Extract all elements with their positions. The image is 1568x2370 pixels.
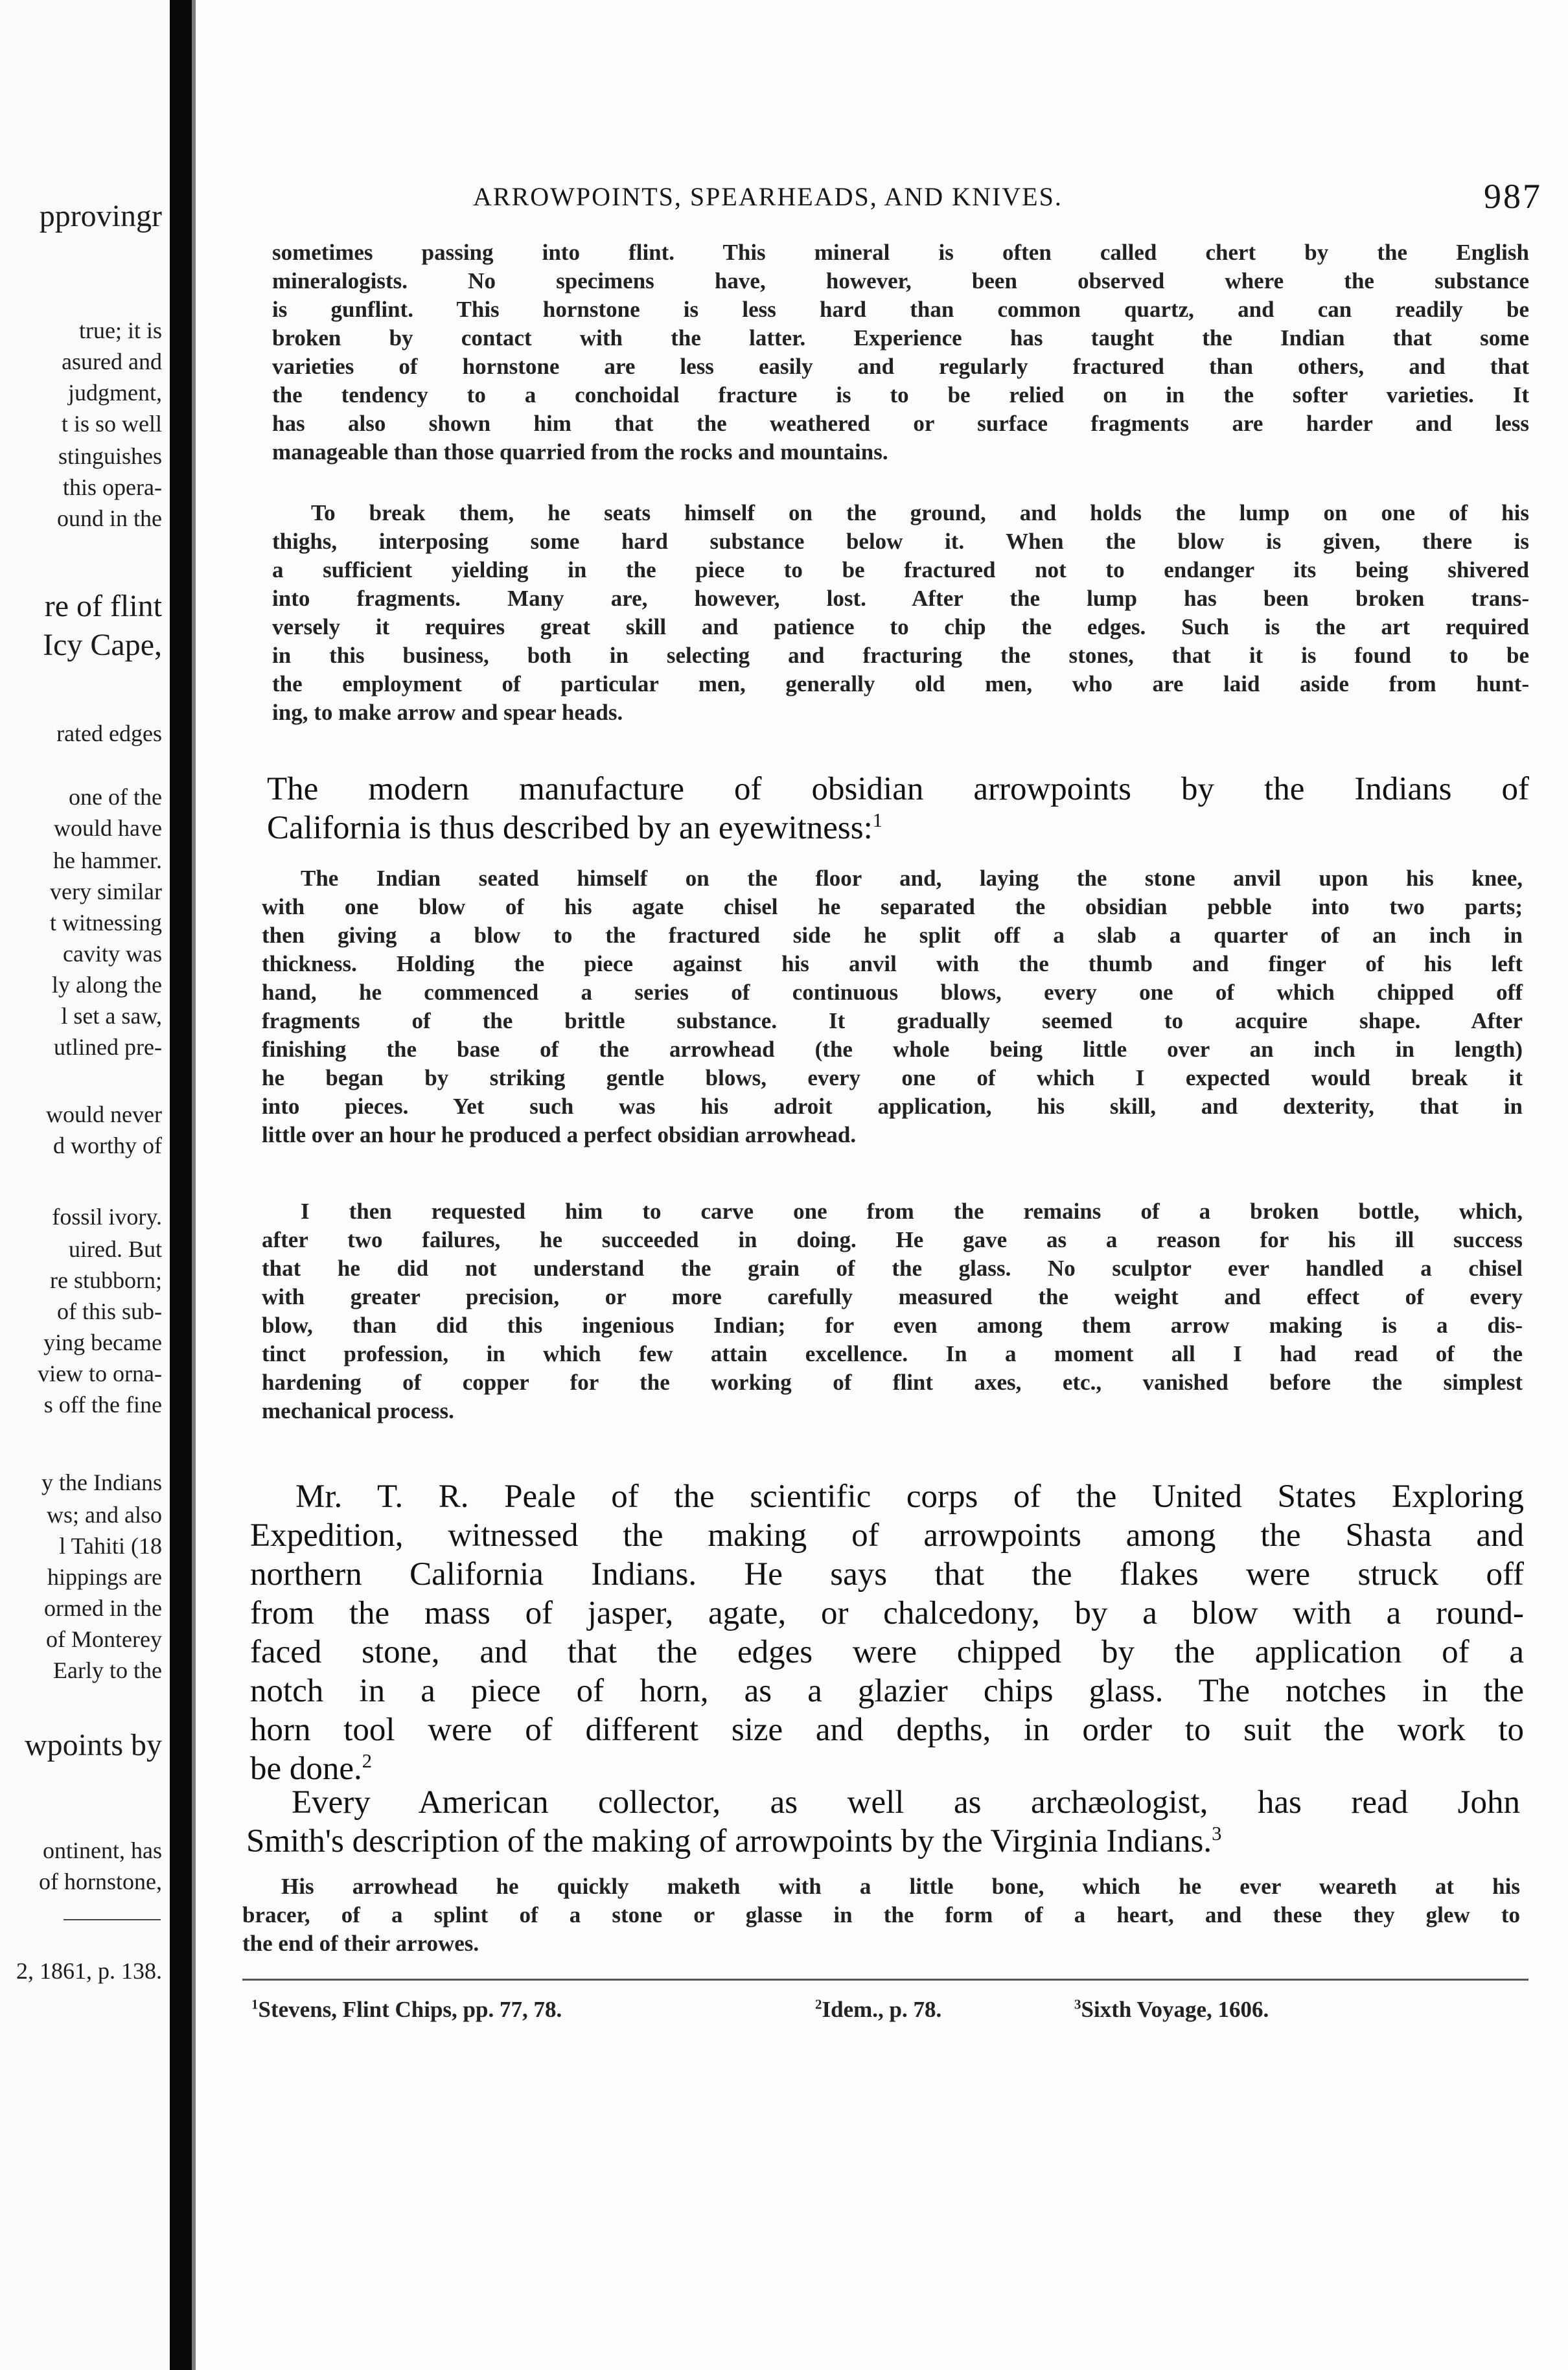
facing-page-text: ws; and also (47, 1502, 162, 1528)
facing-page-text: pprovingr (39, 199, 162, 233)
facing-page-text: ound in the (57, 505, 162, 531)
facing-page-text: l set a saw, (61, 1003, 162, 1029)
text-line: the employment of particular men, generally old men, who are laid aside from hunt- (272, 671, 1529, 696)
facing-page-text: very similar (50, 879, 162, 904)
facing-page-text: ontinent, has (43, 1837, 162, 1863)
facing-page-text: t is so well (61, 411, 162, 437)
facing-page-text: re stubborn; (50, 1267, 162, 1293)
facing-page-text: fossil ivory. (52, 1204, 162, 1230)
text-line: Expedition, witnessed the making of arrowpoints among the Shasta and (250, 1517, 1524, 1554)
text-line: that he did not understand the grain of the glass. No sculptor ever handled a chisel (262, 1256, 1523, 1281)
text-line: broken by contact with the latter. Experience has taught the Indian that some (272, 325, 1529, 351)
text-line: versely it requires great skill and patience to chip the edges. Such is the art required (272, 614, 1529, 639)
paragraph-breaking-technique (272, 499, 1529, 727)
text-line: tinct profession, in which few attain excellence. In a moment all I had read of the (262, 1341, 1523, 1366)
facing-page-text: true; it is (79, 317, 162, 343)
text-line: California is thus described by an eyewitness:$^1$ (267, 809, 883, 846)
text-line: hand, he commenced a series of continuous blows, every one of which chipped off (262, 980, 1523, 1005)
text-line: in this business, both in selecting and fracturing the stones, that it is found to be (272, 643, 1529, 668)
text-line: a sufficient yielding in the piece to be fractured not to endanger its being shivered (272, 557, 1529, 582)
footnote-1-mark: 1 (251, 1996, 259, 2012)
paragraph-john-smith (246, 1783, 1520, 1861)
text-line: with one blow of his agate chisel he separated the obsidian pebble into two parts; (262, 894, 1523, 919)
facing-page-rule (63, 1919, 161, 1920)
text-line: mechanical process. (262, 1398, 454, 1423)
facing-page-text: y the Indians (41, 1469, 162, 1495)
text-line: the end of their arrowes. (242, 1931, 479, 1956)
text-line: Every American collector, as well as archæologist, has read John (292, 1784, 1520, 1821)
paragraph-obsidian-intro (267, 770, 1529, 847)
facing-page-text: uired. But (69, 1236, 162, 1262)
footnote-1 (251, 1997, 562, 2023)
text-line: notch in a piece of horn, as a glazier chips glass. The notches in the (250, 1673, 1524, 1709)
footnote-divider (242, 1979, 1528, 1981)
page-header (473, 176, 1542, 215)
facing-page-text: d worthy of (53, 1133, 162, 1158)
text-line: ing, to make arrow and spear heads. (272, 700, 623, 725)
text-line: the tendency to a conchoidal fracture is to be relied on in the softer varieties. It (272, 382, 1529, 408)
text-line: faced stone, and that the edges were chipped by the application of a (250, 1634, 1524, 1670)
facing-page-text: of hornstone, (39, 1869, 162, 1894)
facing-page-text: l Tahiti (18 (59, 1533, 162, 1559)
text-line: he began by striking gentle blows, every one of which I expected would break it (262, 1065, 1523, 1090)
text-line: thickness. Holding the piece against his anvil with the thumb and finger of his left (262, 951, 1523, 976)
footnote-3 (1074, 1997, 1269, 2023)
page-number: 987 (1484, 177, 1542, 216)
footnote-3-mark: 3 (1074, 1996, 1081, 2012)
quotation-obsidian-eyewitness (262, 864, 1523, 1149)
facing-page-text: view to orna- (38, 1361, 162, 1386)
text-line: horn tool were of different size and depths, in order to suit the work to (250, 1712, 1524, 1748)
facing-page-text: would have (54, 815, 162, 841)
text-line: The modern manufacture of obsidian arrowpoints by the Indians of (267, 771, 1529, 807)
facing-page-text: Early to the (53, 1657, 162, 1683)
facing-page-text: stinguishes (58, 443, 162, 469)
facing-page-text: s off the fine (43, 1392, 162, 1418)
footnote-2-text: Idem., p. 78. (822, 1997, 942, 2022)
text-line: fragments of the brittle substance. It gradually seemed to acquire shape. After (262, 1008, 1523, 1033)
quotation-bottle-glass (262, 1197, 1523, 1425)
paragraph-hornstone (272, 238, 1529, 466)
text-line: varieties of hornstone are less easily and regularly fractured than others, and that (272, 354, 1529, 379)
facing-page-text: would never (46, 1101, 162, 1127)
facing-page-text: t witnessing (49, 910, 162, 936)
footnotes (251, 1997, 1502, 2029)
footnote-reference: 2 (362, 1750, 373, 1772)
text-line: bracer, of a splint of a stone or glasse in the form of a heart, and these they glew to (242, 1902, 1520, 1927)
text-line: little over an hour he produced a perfect obsidian arrowhead. (262, 1122, 857, 1147)
text-line: finishing the base of the arrowhead (the whole being little over an inch in length) (262, 1037, 1523, 1062)
facing-page-text: wpoints by (24, 1728, 162, 1762)
text-line: is gunflint. This hornstone is less hard than common quartz, and can readily be (272, 297, 1529, 322)
text-line: be done.$^2$ (250, 1750, 373, 1787)
facing-page-text: judgment, (68, 380, 162, 406)
text-line: blow, than did this ingenious Indian; for even among them arrow making is a dis- (262, 1313, 1523, 1338)
text-line: Mr. T. R. Peale of the scientific corps of the United States Exploring (295, 1478, 1524, 1515)
footnote-1-text: Stevens, Flint Chips, pp. 77, 78. (258, 1997, 562, 2022)
text-line: sometimes passing into flint. This mineral is often called chert by the English (272, 240, 1529, 265)
footnote-reference: 1 (872, 809, 883, 831)
text-line: with greater precision, or more carefully measured the weight and effect of every (262, 1284, 1523, 1309)
text-line: into pieces. Yet such was his adroit application, his skill, and dexterity, that in (262, 1094, 1523, 1119)
text-line: Smith's description of the making of arrowpoints by the Virginia Indians.$^3$ (246, 1823, 1222, 1859)
text-line: from the mass of jasper, agate, or chalcedony, by a blow with a round- (250, 1595, 1524, 1631)
facing-page-fragment (0, 0, 170, 2370)
text-line: To break them, he seats himself on the ground, and holds the lump on one of his (311, 500, 1529, 525)
facing-page-text: of this sub- (57, 1298, 162, 1324)
text-line: thighs, interposing some hard substance below it. When the blow is given, there is (272, 529, 1529, 554)
text-line: northern California Indians. He says that the flakes were struck off (250, 1556, 1524, 1593)
footnote-3-text: Sixth Voyage, 1606. (1081, 1997, 1269, 2022)
paragraph-peale-account (250, 1477, 1524, 1788)
facing-page-text: hippings are (47, 1564, 162, 1590)
facing-page-text: utlined pre- (54, 1034, 162, 1060)
text-line: has also shown him that the weathered or surface fragments are harder and less (272, 411, 1529, 436)
facing-page-text: one of the (69, 784, 162, 810)
facing-page-text: asured and (62, 349, 162, 374)
facing-page-text: cavity was (63, 941, 162, 967)
facing-page-text: Icy Cape, (43, 628, 162, 662)
facing-page-text: ly along the (52, 972, 162, 998)
book-gutter (170, 0, 192, 2370)
text-line: hardening of copper for the working of flint axes, etc., vanished before the simplest (262, 1370, 1523, 1395)
text-line: into fragments. Many are, however, lost. After the lump has been broken trans- (272, 586, 1529, 611)
text-line: then giving a blow to the fractured side he split off a slab a quarter of an inch in (262, 923, 1523, 948)
running-head: ARROWPOINTS, SPEARHEADS, AND KNIVES. (473, 182, 1063, 211)
text-line: after two failures, he succeeded in doing. He gave as a reason for his ill success (262, 1227, 1523, 1252)
footnote-2-mark: 2 (815, 1996, 822, 2012)
text-line: His arrowhead he quickly maketh with a little bone, which he ever weareth at his (281, 1874, 1520, 1899)
facing-page-text: ying became (43, 1329, 162, 1355)
facing-page-text: this opera- (63, 474, 162, 500)
facing-page-text: of Monterey (46, 1626, 162, 1652)
text-line: The Indian seated himself on the floor and, laying the stone anvil upon his knee, (301, 866, 1523, 891)
text-line: manageable than those quarried from the rocks and mountains. (272, 439, 888, 465)
facing-page-text: ormed in the (44, 1595, 162, 1621)
footnote-2 (815, 1997, 941, 2023)
text-line: I then requested him to carve one from the remains of a broken bottle, which, (301, 1199, 1523, 1224)
footnote-reference: 3 (1212, 1823, 1222, 1845)
quotation-john-smith (242, 1872, 1520, 1958)
book-page (196, 0, 1568, 2370)
facing-page-text: re of flint (44, 589, 162, 623)
facing-page-text: rated edges (56, 720, 162, 746)
facing-page-text: he hammer. (53, 847, 162, 873)
facing-page-text: 2, 1861, p. 138. (16, 1958, 162, 1984)
text-line: mineralogists. No specimens have, however, been observed where the substance (272, 268, 1529, 293)
